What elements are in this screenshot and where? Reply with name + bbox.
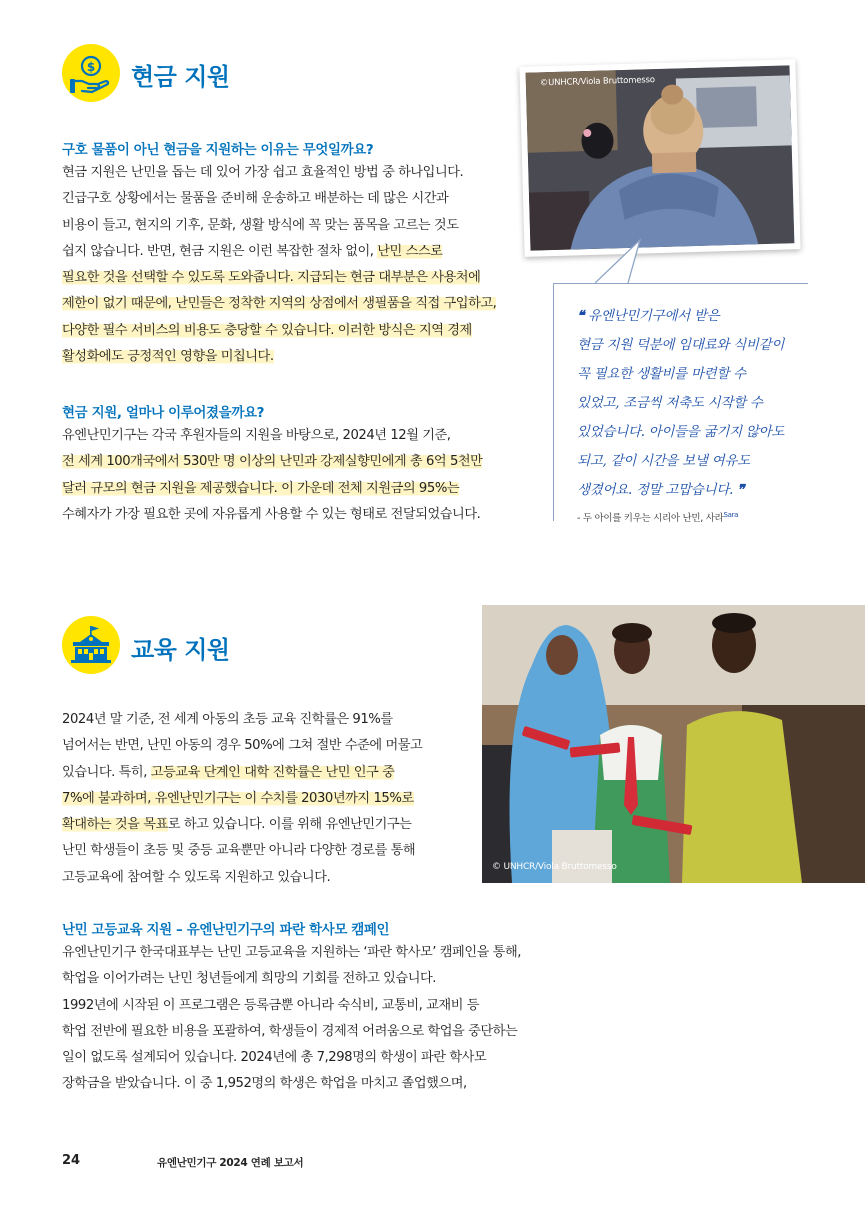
text-line: 쉽지 않습니다. 반면, 현금 지원은 이런 복잡한 절차 없이, <box>62 243 378 259</box>
quote-line: 있었습니다. 아이들을 굶기지 않아도 <box>577 424 785 440</box>
highlighted-text: 지역 경제 <box>418 322 472 338</box>
education-intro-paragraph <box>62 707 422 891</box>
refugee-quote <box>577 302 784 505</box>
highlighted-text: 다양한 필수 서비스의 비용도 충당할 수 있습니다. 이러한 방식은 <box>62 322 419 338</box>
highlighted-text: 고등교육 단계인 대학 진학률은 난민 인구 중 <box>150 764 395 780</box>
education-section-icon <box>62 616 120 674</box>
text-line: 현금 지원은 난민을 돕는 데 있어 가장 쉽고 효율적인 방법 중 하나입니다. <box>62 165 464 180</box>
highlighted-text: 전 세계 100개국에서 530만 명 이상의 난민과 강제실향민에게 총 6억 5천만 <box>62 454 483 470</box>
report-title: 유엔난민기구 2024 연례 보고서 <box>157 1157 304 1169</box>
text-line: 장학금을 받았습니다. 이 중 1,952명의 학생은 학업을 마치고 졸업했으며, <box>62 1076 467 1092</box>
quote-line: 있었고, 조금씩 저축도 시작할 수 <box>577 395 763 411</box>
highlighted-text: 달러 규모의 현금 지원을 제공했습니다. 이 가운데 전체 지원금의 95%는 <box>62 480 460 496</box>
highlighted-text: 제한이 없기 때문에, 난민들은 정착한 지역의 상점에서 생필품을 직접 구입하고, <box>62 296 497 312</box>
photo-credit: ©UNHCR/Viola Bruttomesso <box>539 75 655 89</box>
highlighted-text: 필요한 것을 선택할 수 있도록 도와줍니다. 지급되는 현금 대부분은 사용처에 <box>62 270 481 286</box>
text-line: 학업을 이어가려는 난민 청년들에게 희망의 기회를 전하고 있습니다. <box>62 971 437 987</box>
cash-amount-paragraph <box>62 423 482 528</box>
students-photo <box>482 605 865 883</box>
cash-why-paragraph <box>62 160 496 370</box>
text-line: 유엔난민기구 한국대표부는 난민 고등교육을 지원하는 ‘파란 학사모’ 캠페인을 통해, <box>62 945 521 960</box>
quote-line: 유엔난민기구에서 받은 <box>587 308 720 324</box>
quote-line: 현금 지원 덕분에 임대료와 식비같이 <box>577 337 785 353</box>
text-line: 학업 전반에 필요한 비용을 포괄하여, 학생들이 경제적 어려움으로 학업을 중단하는 <box>62 1023 518 1039</box>
text-line: 2024년 말 기준, 전 세계 아동의 초등 교육 진학률은 91%를 <box>62 712 393 727</box>
education-section-title: 교육 지원 <box>131 636 230 664</box>
cash-photo-frame <box>519 59 800 257</box>
quote-pointer <box>595 238 655 288</box>
hand-money-icon <box>62 44 120 102</box>
text-line: 비용이 들고, 현지의 기후, 문화, 생활 방식에 꼭 맞는 품목을 고르는 것도 <box>62 217 459 233</box>
close-quote-mark: ❞ <box>737 482 745 498</box>
refugee-woman-photo <box>526 65 795 250</box>
text-line: 수혜자가 가장 필요한 곳에 자유롭게 사용할 수 있는 형태로 전달되었습니다. <box>62 506 481 522</box>
text-line: 1992년에 시작된 이 프로그램은 등록금뿐 아니라 숙식비, 교통비, 교재비 등 <box>62 997 480 1013</box>
text-line: 난민 학생들이 초등 및 중등 교육뿐만 아니라 다양한 경로를 통해 <box>62 843 416 859</box>
cash-amount-heading: 현금 지원, 얼마나 이루어졌을까요? <box>62 405 265 421</box>
text-line: 로 하고 있습니다. 이를 위해 유엔난민기구는 <box>167 817 412 833</box>
school-building-icon <box>62 616 120 674</box>
text-line: 유엔난민기구는 각국 후원자들의 지원을 바탕으로, 2024년 12월 기준, <box>62 428 451 443</box>
text-line: 넘어서는 반면, 난민 아동의 경우 50%에 그쳐 절반 수준에 머물고 <box>62 738 423 754</box>
quote-line: 꼭 필요한 생활비를 마련할 수 <box>577 366 746 382</box>
quote-line: 되고, 같이 시간을 보낼 여유도 <box>577 453 750 469</box>
quote-attribution <box>577 510 738 524</box>
open-quote-mark: ❝ <box>577 308 584 324</box>
text-line: 고등교육에 참여할 수 있도록 지원하고 있습니다. <box>62 869 331 885</box>
page-number: 24 <box>62 1153 81 1168</box>
svg-text:$: $ <box>86 60 96 74</box>
cash-section-title: 현금 지원 <box>131 63 230 91</box>
text-line: 있습니다. 특히, <box>62 764 151 780</box>
highlighted-text: 확대하는 것을 목표 <box>62 817 168 833</box>
photo-credit: © UNHCR/Viola Bruttomesso <box>492 862 617 872</box>
attribution-name: Sara <box>723 510 739 519</box>
cash-section-icon <box>62 44 120 102</box>
photo-illustration <box>482 605 865 883</box>
text-line: 긴급구호 상황에서는 물품을 준비해 운송하고 배분하는 데 많은 시간과 <box>62 191 449 207</box>
campaign-heading: 난민 고등교육 지원 – 유엔난민기구의 파란 학사모 캠페인 <box>62 922 390 938</box>
photo-illustration <box>526 65 795 250</box>
highlighted-text: 7%에 불과하며, 유엔난민기구는 이 수치를 2030년까지 15%로 <box>62 790 414 806</box>
cash-why-heading: 구호 물품이 아닌 현금을 지원하는 이유는 무엇일까요? <box>62 142 374 158</box>
text-line: 일이 없도록 설계되어 있습니다. 2024년에 총 7,298명의 학생이 파란 학사모 <box>62 1050 487 1066</box>
campaign-paragraph <box>62 940 521 1098</box>
highlighted-text: 난민 스스로 <box>377 243 443 259</box>
highlighted-text: 활성화에도 긍정적인 영향을 미칩니다. <box>62 349 274 365</box>
quote-line: 생겼어요. 정말 고맙습니다. <box>577 482 734 498</box>
attribution-text: - 두 아이를 키우는 시리아 난민, 사라 <box>577 513 724 524</box>
